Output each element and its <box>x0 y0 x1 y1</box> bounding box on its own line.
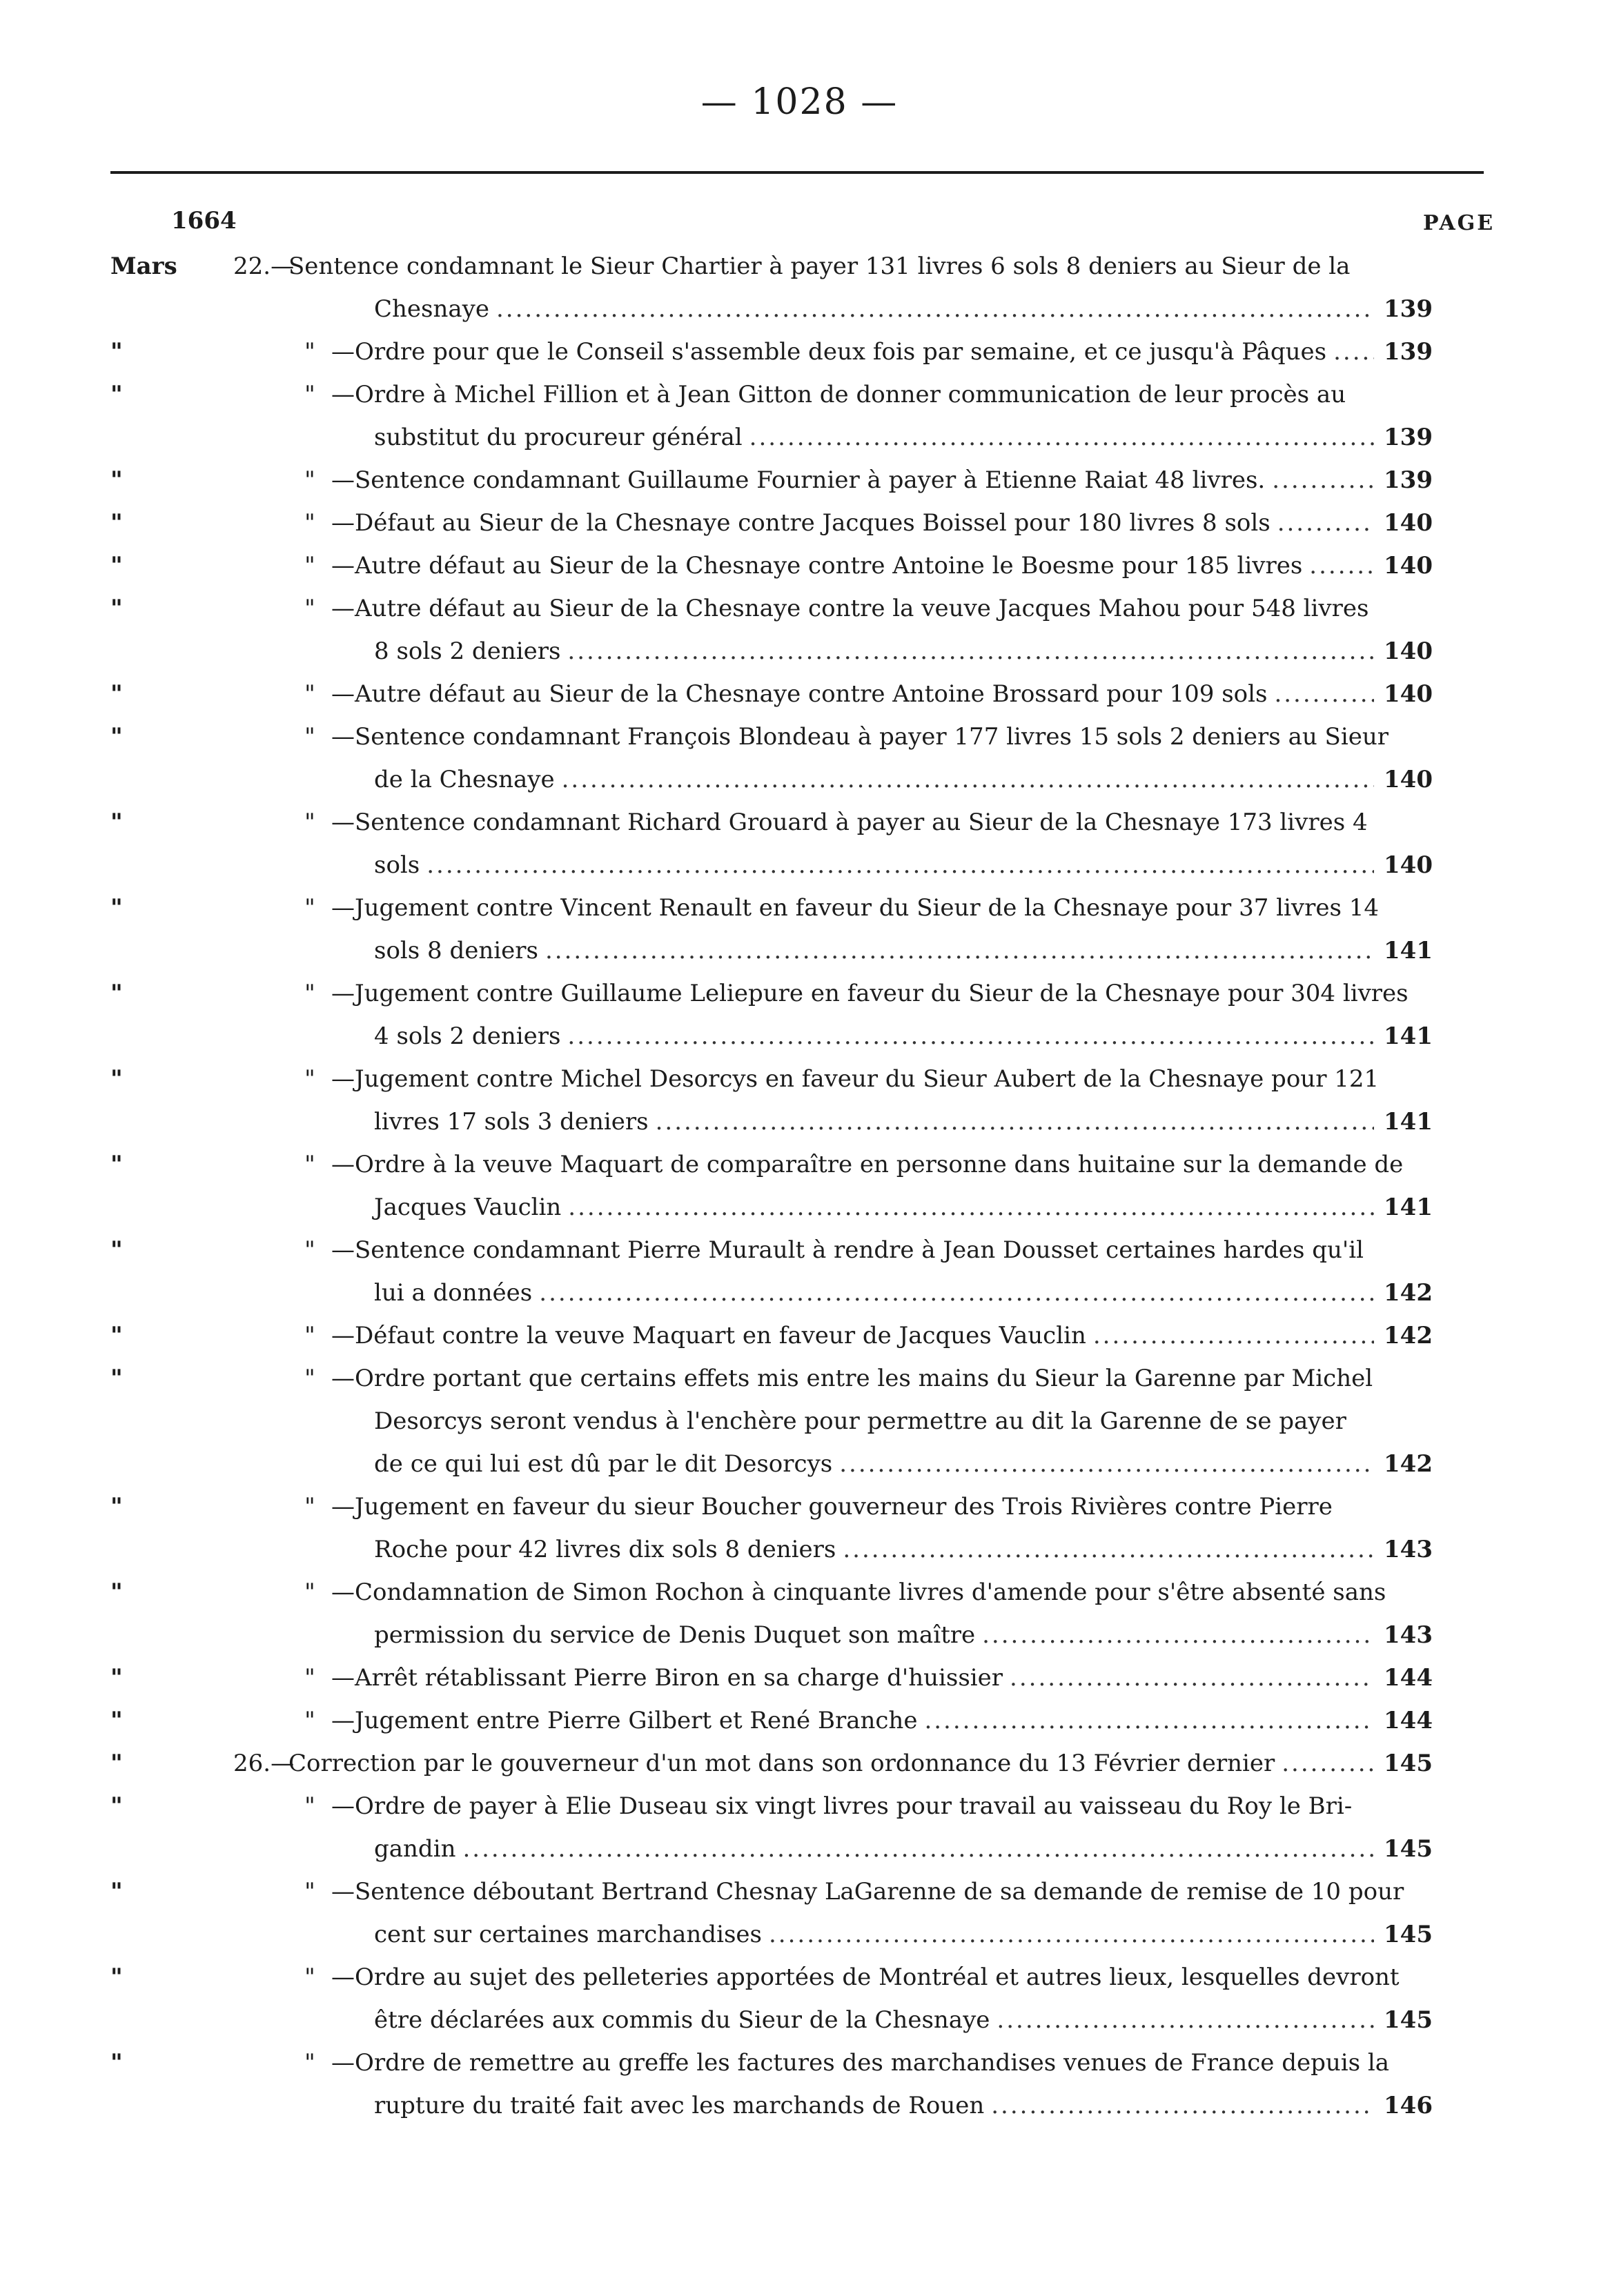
entry-page-number: 143 <box>1384 1621 1433 1649</box>
entry-description: —Sentence condamnant Guillaume Fournier à payer à Etienne Raiat 48 livres. <box>331 466 1266 494</box>
entry-description: —Défaut contre la veuve Maquart en faveur de Jacques Vauclin <box>331 1322 1086 1349</box>
dot-leader <box>539 1271 1374 1314</box>
entry-page-number: 142 <box>1384 1322 1433 1349</box>
entry-description: —Jugement en faveur du sieur Boucher gouverneur des Trois Rivières contre Pierre <box>331 1493 1333 1521</box>
index-entry <box>0 1143 1599 1229</box>
entry-description: rupture du traité fait avec les marchands de Rouen <box>374 2092 985 2119</box>
entry-first-line <box>233 972 1425 1015</box>
index-entry <box>0 2041 1599 2127</box>
entry-description: Correction par le gouverneur d'un mot dans son ordonnance du 13 Février dernier <box>288 1750 1275 1777</box>
entry-month: " <box>110 1065 123 1093</box>
dot-leader <box>839 1443 1374 1485</box>
index-entry <box>0 1571 1599 1656</box>
entry-month: " <box>110 723 123 751</box>
entry-page-number: 145 <box>1384 1750 1433 1777</box>
dot-leader <box>567 630 1374 673</box>
entry-description: de ce qui lui est dû par le dit Desorcys <box>374 1450 833 1478</box>
ditto-mark: " <box>304 466 315 494</box>
entry-first-line <box>233 715 1425 758</box>
entry-continuation-line <box>374 416 1433 459</box>
dot-leader <box>568 1186 1374 1229</box>
entry-first-line <box>233 673 1433 715</box>
entry-page-number: 141 <box>1384 1194 1433 1221</box>
entry-month: " <box>110 2049 123 2077</box>
entry-first-line <box>233 1485 1425 1528</box>
header-rule <box>110 171 1484 174</box>
entry-description: substitut du procureur général <box>374 424 743 451</box>
entry-page-number: 145 <box>1384 1921 1433 1948</box>
entry-month: " <box>110 1750 123 1777</box>
entry-continuation-line <box>374 844 1433 887</box>
index-entry <box>0 330 1599 373</box>
index-entry <box>0 459 1599 502</box>
dot-leader <box>1282 1742 1374 1785</box>
index-entry <box>0 245 1599 330</box>
entry-first-line <box>233 1956 1425 1999</box>
entry-description: —Arrêt rétablissant Pierre Biron en sa charge d'huissier <box>331 1664 1003 1692</box>
entry-page-number: 140 <box>1384 766 1433 793</box>
entry-month: " <box>110 552 123 580</box>
entry-page-number: 145 <box>1384 1835 1433 1863</box>
entry-page-number: 141 <box>1384 1022 1433 1050</box>
dot-leader <box>426 844 1374 887</box>
entry-continuation-line <box>374 1443 1433 1485</box>
entry-description: Sentence condamnant le Sieur Chartier à payer 131 livres 6 sols 8 deniers au Sieur de la <box>288 253 1351 280</box>
entry-page-number: 140 <box>1384 851 1433 879</box>
entry-first-line <box>233 502 1433 544</box>
entry-description: —Jugement contre Guillaume Leliepure en faveur du Sieur de la Chesnaye pour 304 livres <box>331 980 1409 1007</box>
dot-leader <box>545 929 1374 972</box>
dot-leader <box>991 2084 1374 2127</box>
ditto-mark: " <box>304 1151 315 1178</box>
entry-first-line <box>233 587 1425 630</box>
entry-month: " <box>110 1151 123 1178</box>
dot-leader <box>1010 1656 1374 1699</box>
page-number: — 1028 — <box>700 81 899 123</box>
entry-month: Mars <box>110 253 177 280</box>
index-entry <box>0 1229 1599 1314</box>
entry-continuation-line <box>374 288 1433 330</box>
entry-page-number: 140 <box>1384 509 1433 537</box>
entry-month: " <box>110 1878 123 1906</box>
ditto-mark: " <box>304 1493 315 1521</box>
entry-continuation-line <box>374 630 1433 673</box>
index-entry <box>0 1956 1599 2041</box>
entry-first-line <box>233 1571 1425 1614</box>
entry-month: " <box>110 1578 123 1606</box>
dot-leader <box>997 1999 1374 2041</box>
entry-page-number: 142 <box>1384 1279 1433 1307</box>
entry-month: " <box>110 1236 123 1264</box>
entry-month: " <box>110 509 123 537</box>
entry-description: —Autre défaut au Sieur de la Chesnaye contre Antoine Brossard pour 109 sols <box>331 680 1268 708</box>
entry-month: " <box>110 466 123 494</box>
entry-month: " <box>110 680 123 708</box>
entry-description: 8 sols 2 deniers <box>374 637 561 665</box>
page-column-heading: PAGE <box>1423 211 1495 235</box>
entry-page-number: 139 <box>1384 424 1433 451</box>
dot-leader <box>1272 459 1374 502</box>
entry-description: Roche pour 42 livres dix sols 8 deniers <box>374 1536 836 1563</box>
entry-page-number: 140 <box>1384 680 1433 708</box>
entry-continuation-line <box>374 1271 1433 1314</box>
ditto-mark: " <box>304 1578 315 1606</box>
entry-page-number: 141 <box>1384 1108 1433 1136</box>
entry-first-line <box>233 1656 1433 1699</box>
dot-leader <box>462 1828 1374 1870</box>
dot-leader <box>982 1614 1374 1656</box>
entry-description: —Jugement contre Vincent Renault en faveur du Sieur de la Chesnaye pour 37 livres 14 <box>331 894 1380 922</box>
entry-first-line <box>233 1357 1425 1400</box>
index-entry <box>0 801 1599 887</box>
dot-leader <box>769 1913 1374 1956</box>
entry-first-line <box>233 459 1433 502</box>
entry-continuation-line <box>374 1913 1433 1956</box>
index-entry <box>0 1058 1599 1143</box>
entry-continuation-line <box>374 1614 1433 1656</box>
entry-description: —Jugement contre Michel Desorcys en faveur du Sieur Aubert de la Chesnaye pour 121 <box>331 1065 1380 1093</box>
entry-continuation-line <box>374 1400 1425 1443</box>
entry-first-line <box>233 330 1433 373</box>
entry-continuation-line <box>374 1015 1433 1058</box>
entry-description: lui a données <box>374 1279 533 1307</box>
entry-first-line <box>233 801 1425 844</box>
entry-month: " <box>110 1963 123 1991</box>
entry-continuation-line <box>374 1828 1433 1870</box>
ditto-mark: " <box>304 1707 315 1734</box>
entry-continuation-line <box>374 929 1433 972</box>
entry-description: permission du service de Denis Duquet son maître <box>374 1621 976 1649</box>
entry-continuation-line <box>374 1999 1433 2041</box>
ditto-mark: " <box>304 1065 315 1093</box>
entry-page-number: 144 <box>1384 1707 1433 1734</box>
entry-month: " <box>110 809 123 836</box>
ditto-mark: " <box>304 723 315 751</box>
dot-leader <box>567 1015 1374 1058</box>
index-entry <box>0 1870 1599 1956</box>
ditto-mark: " <box>304 980 315 1007</box>
index-entry <box>0 1742 1599 1785</box>
entry-description: —Défaut au Sieur de la Chesnaye contre Jacques Boissel pour 180 livres 8 sols <box>331 509 1271 537</box>
entry-continuation-line <box>374 1186 1433 1229</box>
entry-continuation-line <box>374 2084 1433 2127</box>
entry-description: gandin <box>374 1835 456 1863</box>
entry-description: Desorcys seront vendus à l'enchère pour permettre au dit la Garenne de se payer <box>374 1407 1346 1435</box>
entry-month: " <box>110 1322 123 1349</box>
entry-page-number: 139 <box>1384 295 1433 323</box>
entry-description: —Ordre à Michel Fillion et à Jean Gitton de donner communication de leur procès au <box>331 381 1346 408</box>
entry-description: de la Chesnaye <box>374 766 555 793</box>
entry-first-line <box>233 1699 1433 1742</box>
entry-month: " <box>110 381 123 408</box>
entry-description: —Ordre portant que certains effets mis entre les mains du Sieur la Garenne par Michel <box>331 1365 1373 1392</box>
entry-first-line <box>233 887 1425 929</box>
index-entry <box>0 544 1599 587</box>
entry-first-line <box>233 1229 1425 1271</box>
entry-first-line <box>233 1742 1433 1785</box>
entry-page-number: 145 <box>1384 2006 1433 2034</box>
entry-day: 22.— <box>233 253 295 280</box>
dot-leader <box>562 758 1374 801</box>
entry-first-line <box>233 1785 1425 1828</box>
index-entry <box>0 1357 1599 1485</box>
dot-leader <box>924 1699 1374 1742</box>
entry-description: —Autre défaut au Sieur de la Chesnaye contre la veuve Jacques Mahou pour 548 livres <box>331 595 1369 622</box>
entry-first-line <box>233 245 1425 288</box>
entry-month: " <box>110 1792 123 1820</box>
entry-month: " <box>110 980 123 1007</box>
index-entry <box>0 1485 1599 1571</box>
entry-month: " <box>110 595 123 622</box>
ditto-mark: " <box>304 509 315 537</box>
entry-first-line <box>233 1058 1425 1100</box>
entry-first-line <box>233 1143 1425 1186</box>
year-heading: 1664 <box>171 207 237 235</box>
entry-description: être déclarées aux commis du Sieur de la Chesnaye <box>374 2006 990 2034</box>
entry-continuation-line <box>374 758 1433 801</box>
entry-description: cent sur certaines marchandises <box>374 1921 762 1948</box>
entry-page-number: 140 <box>1384 637 1433 665</box>
index-entry <box>0 972 1599 1058</box>
entry-first-line <box>233 373 1425 416</box>
dot-leader <box>1093 1314 1374 1357</box>
entry-description: —Ordre au sujet des pelleteries apportées de Montréal et autres lieux, lesquelles devront <box>331 1963 1400 1991</box>
entry-description: sols 8 deniers <box>374 937 538 964</box>
index-entry <box>0 1699 1599 1742</box>
dot-leader <box>1274 673 1374 715</box>
entry-continuation-line <box>374 1528 1433 1571</box>
entry-month: " <box>110 1664 123 1692</box>
ditto-mark: " <box>304 809 315 836</box>
entry-page-number: 146 <box>1384 2092 1433 2119</box>
entry-description: —Ordre pour que le Conseil s'assemble deux fois par semaine, et ce jusqu'à Pâques <box>331 338 1327 366</box>
index-entry <box>0 502 1599 544</box>
dot-leader <box>496 288 1374 330</box>
entry-page-number: 142 <box>1384 1450 1433 1478</box>
entry-page-number: 141 <box>1384 937 1433 964</box>
ditto-mark: " <box>304 1322 315 1349</box>
ditto-mark: " <box>304 2049 315 2077</box>
entry-description: —Sentence condamnant François Blondeau à payer 177 livres 15 sols 2 deniers au Sieur <box>331 723 1389 751</box>
entry-first-line <box>233 1870 1425 1913</box>
ditto-mark: " <box>304 1365 315 1392</box>
entry-month: " <box>110 1707 123 1734</box>
ditto-mark: " <box>304 1963 315 1991</box>
entry-description: —Jugement entre Pierre Gilbert et René Branche <box>331 1707 918 1734</box>
dot-leader <box>749 416 1374 459</box>
entry-page-number: 140 <box>1384 552 1433 580</box>
ditto-mark: " <box>304 338 315 366</box>
entry-first-line <box>233 1314 1433 1357</box>
entry-description: —Sentence déboutant Bertrand Chesnay LaGarenne de sa demande de remise de 10 pour <box>331 1878 1404 1906</box>
entry-month: " <box>110 1493 123 1521</box>
ditto-mark: " <box>304 595 315 622</box>
index-entry <box>0 373 1599 459</box>
entry-description: —Ordre de payer à Elie Duseau six vingt livres pour travail au vaisseau du Roy le Bri- <box>331 1792 1353 1820</box>
entry-description: sols <box>374 851 420 879</box>
entry-description: —Ordre de remettre au greffe les factures des marchandises venues de France depuis la <box>331 2049 1390 2077</box>
entry-description: Jacques Vauclin <box>374 1194 562 1221</box>
entry-description: 4 sols 2 deniers <box>374 1022 561 1050</box>
entry-continuation-line <box>374 1100 1433 1143</box>
entry-description: livres 17 sols 3 deniers <box>374 1108 649 1136</box>
entry-description: —Ordre à la veuve Maquart de comparaître en personne dans huitaine sur la demande de <box>331 1151 1404 1178</box>
dot-leader <box>656 1100 1374 1143</box>
dot-leader <box>843 1528 1374 1571</box>
entry-month: " <box>110 338 123 366</box>
index-entry <box>0 887 1599 972</box>
ditto-mark: " <box>304 1792 315 1820</box>
index-entry <box>0 715 1599 801</box>
index-entry <box>0 1656 1599 1699</box>
ditto-mark: " <box>304 680 315 708</box>
ditto-mark: " <box>304 381 315 408</box>
ditto-mark: " <box>304 894 315 922</box>
entry-first-line <box>233 544 1433 587</box>
entry-first-line <box>233 2041 1425 2084</box>
dot-leader <box>1277 502 1374 544</box>
ditto-mark: " <box>304 1236 315 1264</box>
ditto-mark: " <box>304 1664 315 1692</box>
entry-description: —Condamnation de Simon Rochon à cinquante livres d'amende pour s'être absenté sans <box>331 1578 1386 1606</box>
entry-page-number: 144 <box>1384 1664 1433 1692</box>
entry-page-number: 143 <box>1384 1536 1433 1563</box>
ditto-mark: " <box>304 552 315 580</box>
entry-month: " <box>110 894 123 922</box>
entry-description: —Sentence condamnant Richard Grouard à payer au Sieur de la Chesnaye 173 livres 4 <box>331 809 1368 836</box>
entry-day: 26.— <box>233 1750 295 1777</box>
dot-leader <box>1333 330 1374 373</box>
entry-description: —Autre défaut au Sieur de la Chesnaye contre Antoine le Boesme pour 185 livres <box>331 552 1303 580</box>
entry-month: " <box>110 1365 123 1392</box>
entry-description: —Sentence condamnant Pierre Murault à rendre à Jean Dousset certaines hardes qu'il <box>331 1236 1364 1264</box>
ditto-mark: " <box>304 1878 315 1906</box>
index-entry <box>0 587 1599 673</box>
index-entry <box>0 1785 1599 1870</box>
dot-leader <box>1309 544 1374 587</box>
entry-description: Chesnaye <box>374 295 489 323</box>
entry-page-number: 139 <box>1384 466 1433 494</box>
index-entry <box>0 673 1599 715</box>
entry-page-number: 139 <box>1384 338 1433 366</box>
index-entry <box>0 1314 1599 1357</box>
